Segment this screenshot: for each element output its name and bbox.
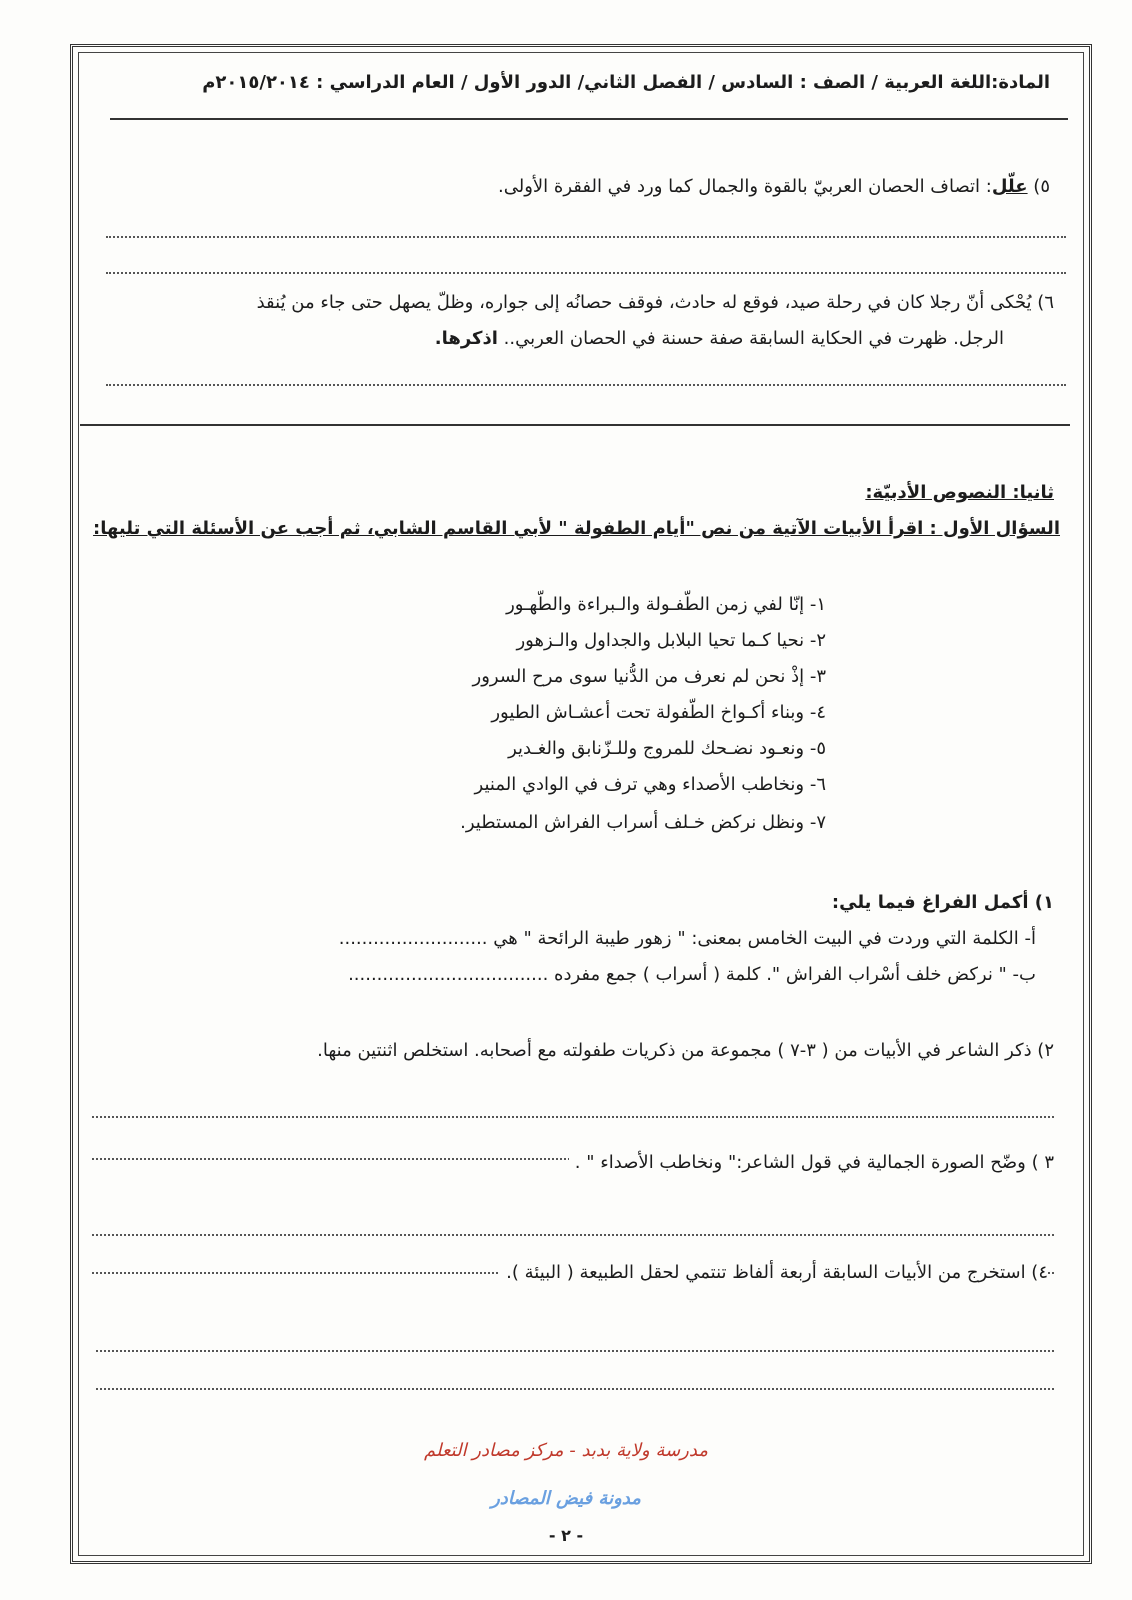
question-2: ٢) ذكر الشاعر في الأبيات من ( ٣-٧ ) مجموعة من ذكريات طفولته مع أصحابه. استخلص اثنتين منها. (317, 1040, 1054, 1061)
poem-verse: ١- إنّا لفي زمن الطّفـولة والـبراءة والطّهـور (506, 594, 826, 615)
answer-line[interactable] (96, 1388, 1054, 1390)
section-divider (80, 424, 1070, 426)
answer-line[interactable] (92, 1116, 1054, 1118)
blog-watermark: مدونة فيض المصادر (491, 1488, 641, 1509)
question-3: ٣ ) وضّح الصورة الجمالية في قول الشاعر:" ونخاطب الأصداء " . (569, 1152, 1054, 1173)
poem-verse: ٣- إذْ نحن لم نعرف من الدُّنيا سوى مرح السرور (472, 666, 826, 687)
question-1b: ب- " نركض خلف أسْراب الفراش ". كلمة ( أسراب ) جمع مفرده ................................... (348, 964, 1036, 985)
question-4: ٤) استخرج من الأبيات السابقة أربعة ألفاظ تنتمي لحقل الطبيعة ( البيئة ). (500, 1262, 1048, 1283)
poem-verse: ٤- وبناء أكـواخ الطّفولة تحت أعشـاش الطيور (491, 702, 826, 723)
answer-line[interactable] (106, 272, 1066, 274)
question-1-title: ١) أكمل الفراغ فيما يلي: (831, 892, 1054, 913)
school-watermark: مدرسة ولاية بدبد - مركز مصادر التعلم (424, 1440, 708, 1461)
answer-line[interactable] (106, 384, 1066, 386)
question-5: ٥) علّل: اتصاف الحصان العربيّ بالقوة والجمال كما ورد في الفقرة الأولى. (498, 176, 1050, 197)
question-6-line1: ٦) يُحْكى أنّ رجلا كان في رحلة صيد، فوقع له حادث، فوقف حصانُه إلى جواره، وظلّ يصهل حتى جاء من يُنقذ (256, 292, 1054, 313)
header-rule (110, 118, 1068, 120)
poem-verse: ٧- ونظل نركض خـلف أسراب الفراش المستطير. (460, 812, 826, 833)
answer-line[interactable] (106, 236, 1066, 238)
page-number: - ٢ - (548, 1526, 584, 1545)
poem-verse: ٦- ونخاطب الأصداء وهي ترف في الوادي المنير (474, 774, 826, 795)
question-1a: أ- الكلمة التي وردت في البيت الخامس بمعنى: " زهور طيبة الرائحة " هي .......................... (338, 928, 1036, 949)
poem-verse: ٥- ونعـود نضـحك للمروج وللـزّنابق والغـدير (508, 738, 826, 759)
page-border-inner (78, 52, 1084, 1556)
question-5-keyword: علّل (991, 176, 1028, 197)
answer-line[interactable] (92, 1234, 1054, 1236)
exam-header: المادة:اللغة العربية / الصف : السادس / الفصل الثاني/ الدور الأول / العام الدراسي : ٢٠١٥/٢٠١٤م (202, 72, 1050, 93)
question-6-line2: الرجل. ظهرت في الحكاية السابقة صفة حسنة في الحصان العربي.. اذكرها. (434, 328, 1004, 349)
poem-verse: ٢- نحيا كـما تحيا البلابل والجداول والـزهور (516, 630, 826, 651)
section-title-literary-texts: ثانيا: النصوص الأدبيّة: (865, 482, 1054, 503)
answer-line[interactable] (96, 1350, 1054, 1352)
question-1-intro: السؤال الأول : اقرأ الأبيات الآتية من نص "أيام الطفولة " لأبي القاسم الشابي، ثم أجب عن الأسئلة التي تليها: (93, 518, 1060, 539)
